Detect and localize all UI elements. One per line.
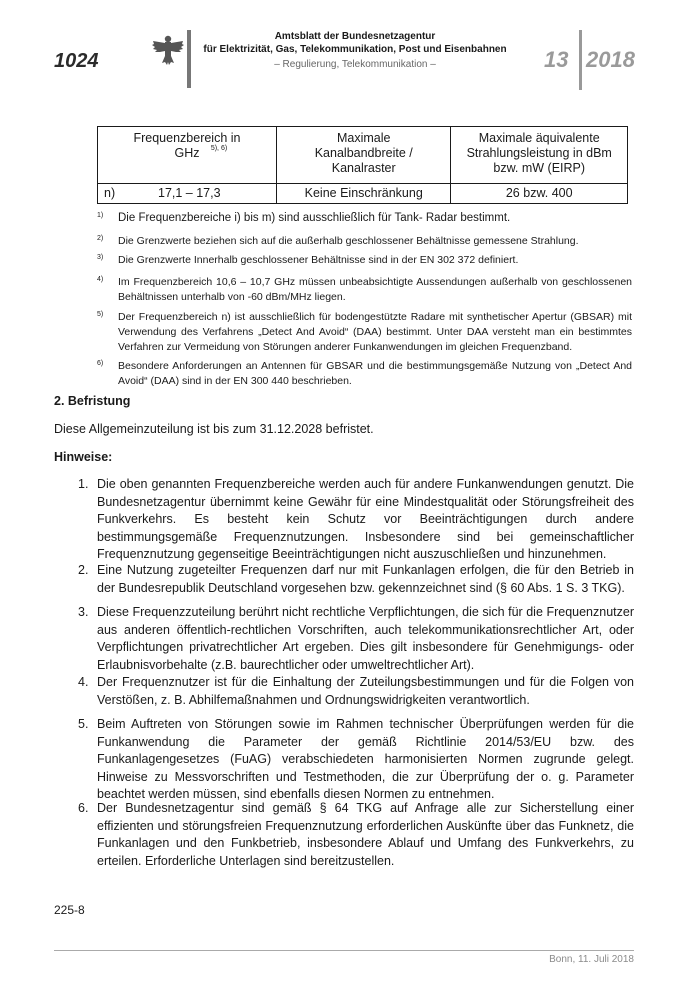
list-item bbox=[54, 800, 634, 870]
footnote-text: Die Grenzwerte Innerhalb geschlossener Behältnisse sind in der EN 302 372 definiert. bbox=[118, 254, 519, 266]
table-cell: 26 bzw. 400 bbox=[451, 184, 628, 204]
footnote-mark: 3) bbox=[97, 254, 104, 261]
list-item bbox=[54, 562, 634, 597]
header-divider bbox=[187, 30, 191, 88]
table-row bbox=[98, 184, 628, 204]
list-text: Eine Nutzung zugeteilter Frequenzen darf nur mit Funkanlagen erfolgen, die für den Betrieb in der Bundesrepublik Deutschland vorgesehen bzw. gekennzeichnet sind (§ 60 Abs. 1 S. 3 TKG). bbox=[97, 563, 634, 595]
list-number: 6. bbox=[78, 801, 89, 815]
footnote-text: Der Frequenzbereich n) ist ausschließlich für bodengestützte Radare mit synthetischer Apertur (GBSAR) mit Verwendung des Verfahrens „Detect And Avoid“ (DAA) bestimmt. Unter DAA versteht man ein bestimmtes Verfahren zur Vermeidung von Störungen anderer Funkanwendungen im gleichen Frequenzband. bbox=[118, 311, 632, 353]
list-text: Beim Auftreten von Störungen sowie im Rahmen technischer Überprüfungen werden für die Funkanwendung die Parameter der gemäß Richtlinie 2014/53/EU bzw. des Funkanlagengesetzes (FuAG) verabschiedeten harmonisierten Normen zugrunde gelegt. Hinweise zu Messvorschriften und Testmethoden, die zur Überprüfung der o. g. Parameter beachtet werden müssen, sind ebenfalls diesen Normen zu entnehmen. bbox=[97, 717, 634, 801]
footnote-text: Die Frequenzbereiche i) bis m) sind ausschließlich für Tank- Radar bestimmt. bbox=[118, 212, 511, 224]
table-header-row bbox=[98, 127, 628, 184]
header-text: Maximale äquivalente Strahlungsleistung in dBm bzw. mW (EIRP) bbox=[466, 131, 612, 175]
footnote bbox=[97, 253, 632, 268]
list-text: Der Bundesnetzagentur sind gemäß § 64 TKG auf Anfrage alle zur Sicherstellung einer effizienten und störungsfreien Frequenznutzung erforderlichen Auskünfte über das Funknetz, die Funkanlagen und den Funkbetrieb, insbesondere Ablauf und Umfang des Funkverkehrs, zu erteilen. Erforderliche Unterlagen sind bereitzustellen. bbox=[97, 801, 634, 868]
footnote bbox=[97, 211, 632, 226]
list-number: 4. bbox=[78, 675, 89, 689]
hints-heading: Hinweise: bbox=[54, 450, 113, 464]
list-number: 5. bbox=[78, 717, 89, 731]
list-number: 2. bbox=[78, 563, 89, 577]
list-text: Die oben genannten Frequenzbereiche werden auch für andere Funkanwendungen genutzt. Die Bundesnetzagentur übernimmt keine Gewähr für eine Mindestqualität oder Störungsfreiheit des Funkverkehrs. Es besteht kein Schutz vor Beeinträchtigungen durch andere bestimmungsgemäße Frequenznutzungen. Insbesondere sind bei gemeinschaftlicher Frequenznutzung gegenseitige Beeinträchtigungen nicht auszuschließen und hinzunehmen. bbox=[97, 477, 634, 561]
table-cell bbox=[98, 184, 277, 204]
list-text: Der Frequenznutzer ist für die Einhaltung der Zuteilungsbestimmungen und für die Folgen von Verstößen, z. B. Abhilfemaßnahmen und Ordnungswidrigkeiten verantwortlich. bbox=[97, 675, 634, 707]
footnote-text: Die Grenzwerte beziehen sich auf die außerhalb geschlossener Behältnisse gemessene Strahlung. bbox=[118, 235, 579, 247]
table-cell: Keine Einschränkung bbox=[277, 184, 451, 204]
issue-number: 13 bbox=[544, 47, 569, 72]
section-paragraph: Diese Allgemeinzuteilung ist bis zum 31.12.2028 befristet. bbox=[54, 422, 374, 436]
list-number: 3. bbox=[78, 605, 89, 619]
column-header bbox=[98, 127, 277, 184]
list-text: Diese Frequenzzuteilung berührt nicht rechtliche Verpflichtungen, die sich für die Frequenznutzer aus anderen öffentlich-rechtlichen Vorschriften, auch telekommunikationsrechtlicher Art, oder Verpflichtungen privatrechtlicher Art ergeben. Dies gilt insbesondere für Genehmigungs- oder Erlaubnisvorbehalte (z.B. baurechtlicher oder umweltrechtlicher Art). bbox=[97, 605, 634, 672]
footnote bbox=[97, 359, 632, 389]
header-text: Frequenzbereich in GHz bbox=[133, 131, 241, 160]
footer-divider bbox=[54, 950, 634, 951]
footnote-mark: 1) bbox=[97, 212, 104, 219]
frequency-range: 17,1 – 17,3 bbox=[158, 186, 221, 201]
list-item bbox=[54, 674, 634, 709]
column-header bbox=[277, 127, 451, 184]
row-label: n) bbox=[104, 186, 116, 201]
gazette-title: Amtsblatt der Bundesnetzagentur bbox=[274, 31, 436, 42]
issue-year: 2018 bbox=[586, 47, 635, 72]
footnote-mark: 4) bbox=[97, 276, 104, 283]
page-number: 1024 bbox=[54, 50, 99, 72]
footnote-mark: 5) bbox=[97, 311, 104, 318]
publication-date: Bonn, 11. Juli 2018 bbox=[549, 954, 634, 965]
footnote-mark: 2) bbox=[97, 235, 104, 242]
footnote bbox=[97, 234, 632, 249]
list-item bbox=[54, 716, 634, 804]
column-header bbox=[451, 127, 628, 184]
list-item bbox=[54, 604, 634, 674]
footnote-text: Besondere Anforderungen an Antennen für GBSAR und die bestimmungsgemäße Nutzung von „Detect And Avoid“ (DAA) sind in der EN 300 440 beschrieben. bbox=[118, 360, 632, 387]
gazette-section: – Regulierung, Telekommunikation – bbox=[274, 59, 436, 70]
footnote bbox=[97, 275, 632, 305]
footnote-mark: 6) bbox=[97, 360, 104, 367]
footnote-text: Im Frequenzbereich 10,6 – 10,7 GHz müssen unbeabsichtigte Aussendungen außerhalb von geschlossenen Behältnissen unterhalb von -60 dBm/MHz liegen. bbox=[118, 276, 632, 303]
section-heading: 2. Befristung bbox=[54, 394, 131, 408]
document-code: 225-8 bbox=[54, 903, 85, 917]
gazette-subtitle: für Elektrizität, Gas, Telekommunikation, Post und Eisenbahnen bbox=[203, 44, 507, 55]
header-footnote-ref: 5), 6) bbox=[210, 145, 228, 152]
federal-eagle-icon bbox=[150, 32, 186, 68]
footnote bbox=[97, 310, 632, 355]
issue-divider bbox=[579, 30, 582, 90]
frequency-table bbox=[97, 126, 628, 204]
header-text: Maximale Kanalbandbreite / Kanalraster bbox=[314, 131, 413, 175]
list-item bbox=[54, 476, 634, 564]
list-number: 1. bbox=[78, 477, 89, 491]
